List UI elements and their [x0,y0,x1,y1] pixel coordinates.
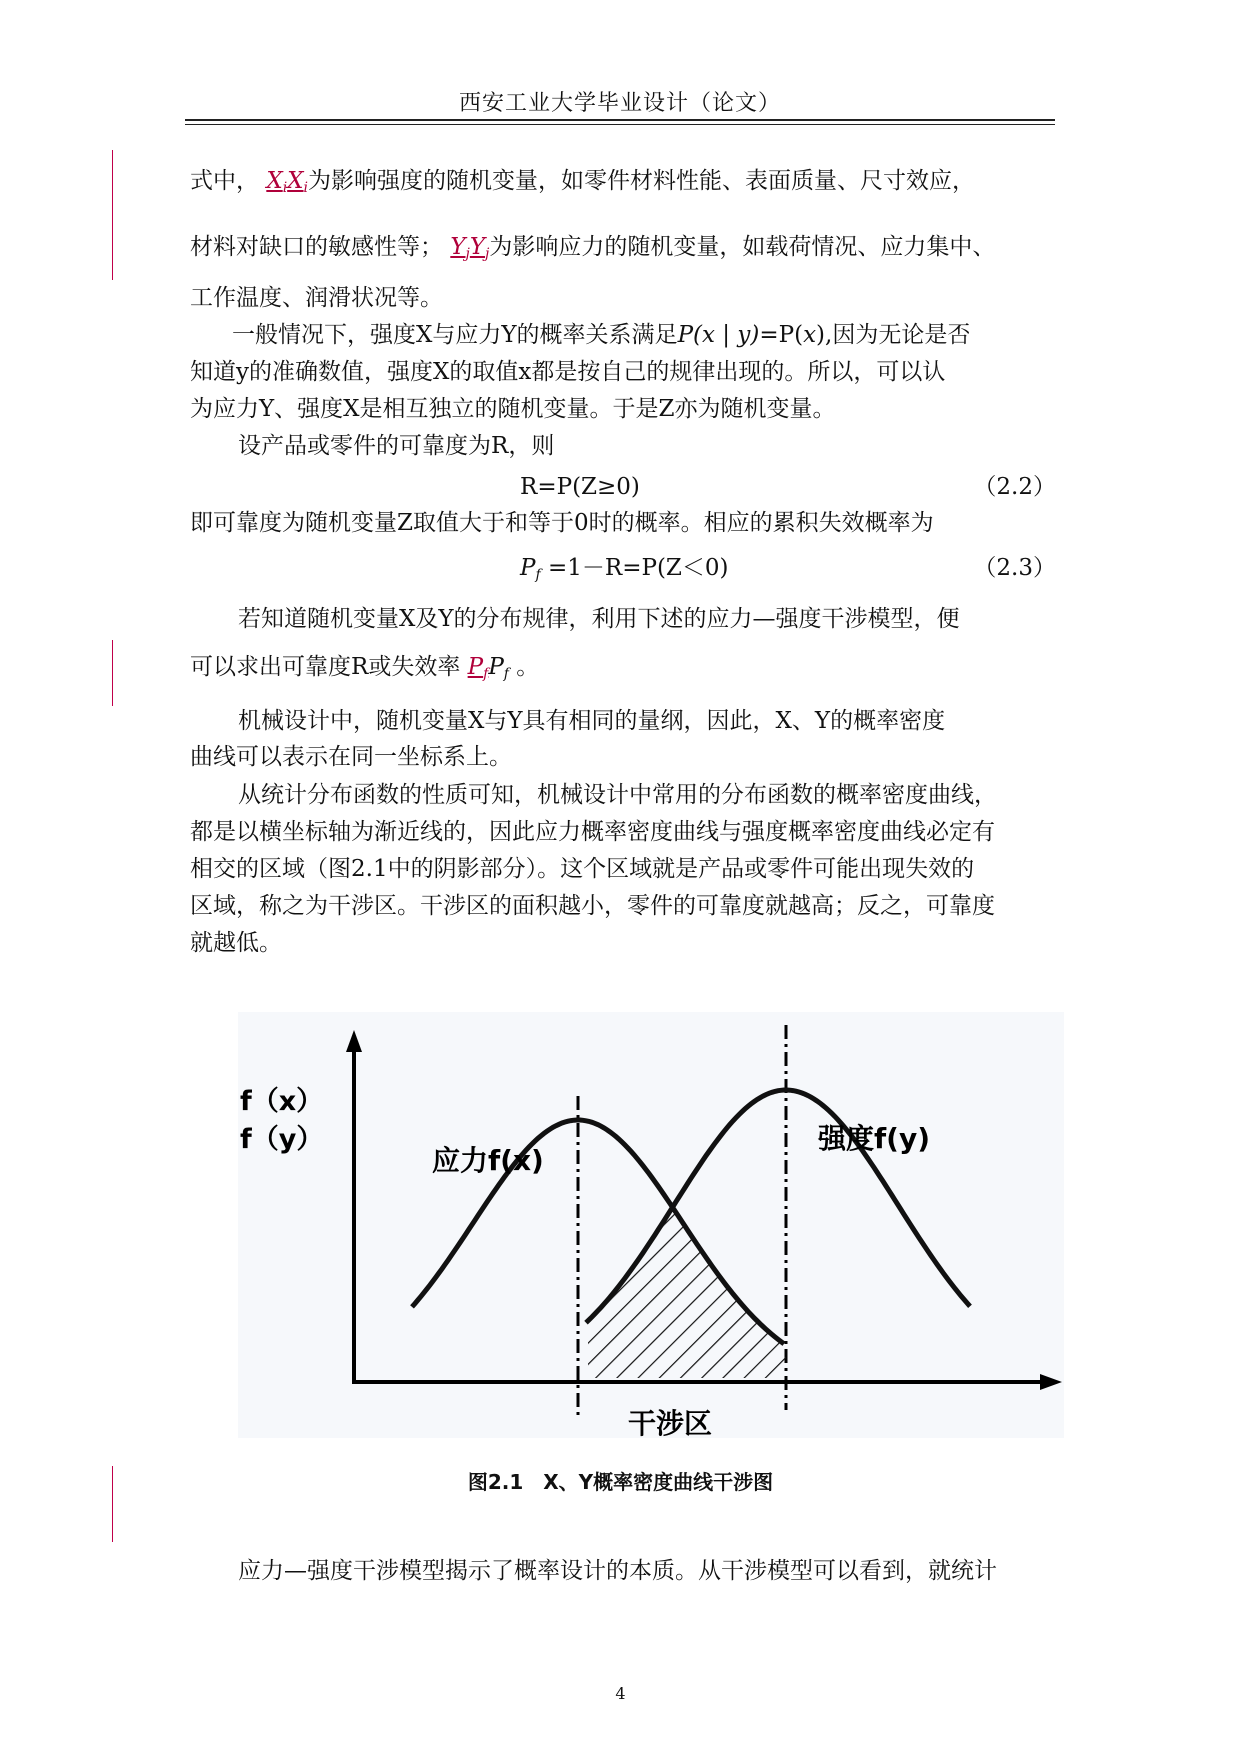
para9-line5: 就越低。 [190,930,282,956]
para5-line: 设产品或零件的可靠度为R，则 [238,433,555,459]
para3-line: 工作温度、润滑状况等。 [190,285,443,311]
para6-line: 即可靠度为随机变量Z取值大于和等于0时的概率。相应的累积失效概率为 [190,510,934,536]
stress-label: 应力f(x) [432,1144,544,1177]
para9-line1: 从统计分布函数的性质可知，机械设计中常用的分布函数的概率密度曲线， [238,782,997,808]
para9-line3: 相交的区域（图2.1中的阴影部分）。这个区域就是产品或零件可能出现失效的 [190,856,975,882]
para9-line4: 区域，称之为干涉区。干涉区的面积越小，零件的可靠度就越高；反之，可靠度 [190,893,995,919]
para10-line: 应力—强度干涉模型揭示了概率设计的本质。从干涉模型可以看到，就统计 [238,1558,997,1584]
running-header: 西安工业大学毕业设计（论文） [458,91,781,116]
equation-2-2: R=P(Z≥0) [520,474,640,500]
para8-line2: 曲线可以表示在同一坐标系上。 [190,744,512,770]
equation-2-3-number: （2.3） [973,555,1056,581]
y-axis-label-fx: f（x） [240,1086,324,1117]
para2-line: 材料对缺口的敏感性等； $Y_jY_j$为影响应力的随机变量，如载荷情况、应力集中、 [190,234,996,262]
x-axis-arrow [1040,1374,1062,1390]
y-axis-label-fy: f（y） [240,1124,324,1155]
equation-2-3: $P_f =1-R=P(Z<0)$ [520,555,729,583]
figure-caption: 图2.1 X、Y概率密度曲线干涉图 [467,1470,774,1494]
page-number: 4 [615,1684,626,1703]
para4-line2: 知道y的准确数值，强度X的取值x都是按自己的规律出现的。所以，可以认 [190,359,946,385]
para4-line3: 为应力Y、强度X是相互独立的随机变量。于是Z亦为随机变量。 [190,396,836,422]
para7-line1: 若知道随机变量X及Y的分布规律，利用下述的应力—强度干涉模型，便 [238,606,960,632]
para1-line: 式中， $X_iX_i$为影响强度的随机变量，如零件材料性能、表面质量、尺寸效应， [190,168,976,196]
y-axis-arrow [346,1030,362,1052]
para4-line1: 一般情况下，强度X与应力Y的概率关系满足P(x | y)=P(x),因为无论是否 [232,322,971,348]
para7-line2: 可以求出可靠度R或失效率 $P_fP_f$ 。 [190,654,540,682]
interference-zone-label: 干涉区 [628,1407,713,1440]
para9-line2: 都是以横坐标轴为渐近线的，因此应力概率密度曲线与强度概率密度曲线必定有 [190,819,995,845]
equation-2-2-number: （2.2） [973,474,1056,500]
para8-line1: 机械设计中，随机变量X与Y具有相同的量纲，因此，X、Y的概率密度 [238,708,946,734]
strength-label: 强度f(y) [818,1122,931,1155]
